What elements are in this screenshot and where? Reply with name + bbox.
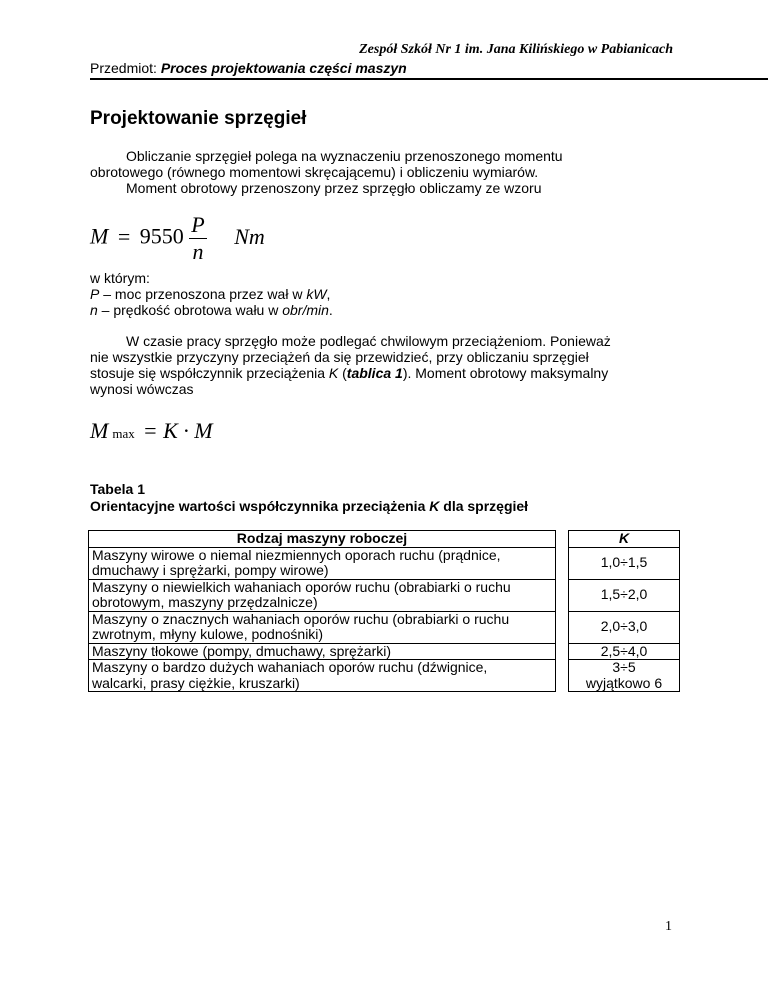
fraction-numerator: P bbox=[191, 212, 205, 237]
para2-line-1: W czasie pracy sprzęgło może podlegać chwilowym przeciążeniom. Ponieważ bbox=[126, 333, 611, 349]
formula-fraction bbox=[189, 212, 206, 265]
formula-constant: 9550 bbox=[139, 223, 184, 249]
subject-line bbox=[90, 60, 407, 76]
k-value: 2,5÷4,0 bbox=[600, 642, 648, 659]
table-caption bbox=[90, 481, 528, 515]
max-torque-formula bbox=[90, 418, 213, 444]
machine-type-line: Maszyny o znacznych wahaniach oporów ruchu (obrabiarki o ruchu bbox=[92, 610, 510, 627]
table-row bbox=[89, 579, 680, 611]
formula-equals: = bbox=[117, 223, 131, 249]
machine-type-line: Maszyny wirowe o niemal niezmiennych oporach ruchu (prądnice, bbox=[92, 546, 501, 563]
k-value-cell bbox=[569, 643, 680, 660]
table-row bbox=[89, 660, 680, 692]
machine-type-line: Maszyny o bardzo dużych wahaniach oporów ruchu (dźwignice, bbox=[92, 659, 488, 675]
intro-paragraph bbox=[90, 148, 650, 196]
machine-type-line: obrotowym, maszyny przędzalnicze) bbox=[92, 594, 318, 610]
overload-paragraph bbox=[90, 333, 690, 397]
fraction-denominator: n bbox=[192, 239, 204, 264]
formula-m: M bbox=[90, 223, 109, 249]
legend-p: P – moc przenoszona przez wał w kW, bbox=[90, 286, 331, 302]
k-value-cell bbox=[569, 660, 680, 692]
k-value: 1,0÷1,5 bbox=[600, 554, 648, 571]
subject-value: Proces projektowania części maszyn bbox=[160, 60, 407, 76]
formula2-rhs: = K · M bbox=[142, 418, 213, 443]
table-row bbox=[89, 643, 680, 660]
page-number: 1 bbox=[665, 919, 672, 934]
table-row bbox=[89, 611, 680, 643]
header-divider bbox=[90, 78, 768, 80]
para2-line-4: wynosi wówczas bbox=[90, 381, 194, 397]
legend-intro: w którym: bbox=[90, 270, 150, 286]
page-title: Projektowanie sprzęgieł bbox=[90, 108, 307, 129]
k-value-cell bbox=[569, 579, 680, 611]
formula2-m: M bbox=[90, 418, 109, 443]
para2-line-2: nie wszystkie przyczyny przeciążeń da się przewidzieć, przy obliczaniu sprzęgieł bbox=[90, 349, 589, 365]
school-header: Zespół Szkół Nr 1 im. Jana Kilińskiego w Pabianicach bbox=[359, 42, 673, 57]
intro-line-1: Obliczanie sprzęgieł polega na wyznaczeniu przenoszonego momentu bbox=[126, 148, 563, 164]
formula-unit: Nm bbox=[234, 223, 265, 249]
table-header-row bbox=[89, 531, 680, 548]
machine-type-line: Maszyny o niewielkich wahaniach oporów ruchu (obrabiarki o ruchu bbox=[92, 578, 511, 595]
k-value-cell bbox=[569, 547, 680, 579]
legend-n: n – prędkość obrotowa wału w obr/min. bbox=[90, 302, 333, 318]
symbol-legend bbox=[90, 270, 650, 318]
formula2-subscript: max bbox=[112, 426, 135, 441]
table-caption-title: Orientacyjne wartości współczynnika przeciążenia K dla sprzęgieł bbox=[90, 498, 529, 514]
machine-type-cell bbox=[89, 611, 556, 643]
machine-type-cell bbox=[89, 660, 556, 692]
machine-type-line: dmuchawy i sprężarki, pompy wirowe) bbox=[92, 562, 329, 578]
header-k: K bbox=[569, 531, 680, 548]
torque-formula bbox=[90, 212, 265, 265]
table-row bbox=[89, 547, 680, 579]
intro-line-2: obrotowego (równego momentowi skręcającemu) i obliczeniu wymiarów. bbox=[90, 164, 539, 180]
header-machine-type: Rodzaj maszyny roboczej bbox=[89, 531, 556, 548]
machine-type-line: walcarki, prasy ciężkie, kruszarki) bbox=[92, 674, 300, 691]
k-value: wyjątkowo 6 bbox=[585, 674, 663, 691]
machine-type-line: zwrotnym, młyny kulowe, podnośniki) bbox=[92, 626, 324, 642]
overload-factor-table bbox=[88, 530, 680, 692]
k-value-cell bbox=[569, 611, 680, 643]
table-caption-number: Tabela 1 bbox=[90, 481, 145, 497]
k-value: 1,5÷2,0 bbox=[600, 586, 648, 603]
machine-type-cell bbox=[89, 579, 556, 611]
k-value: 3÷5 bbox=[612, 659, 636, 675]
para2-line-3: stosuje się współczynnik przeciążenia K (tablica 1). Moment obrotowy maksymalny bbox=[90, 365, 609, 381]
intro-line-3: Moment obrotowy przenoszony przez sprzęgło obliczamy ze wzoru bbox=[126, 180, 542, 196]
machine-type-cell bbox=[89, 643, 556, 660]
machine-type-cell bbox=[89, 547, 556, 579]
subject-label: Przedmiot: bbox=[90, 60, 161, 76]
machine-type-line: Maszyny tłokowe (pompy, dmuchawy, sprężarki) bbox=[92, 642, 392, 659]
k-value: 2,0÷3,0 bbox=[600, 618, 648, 635]
